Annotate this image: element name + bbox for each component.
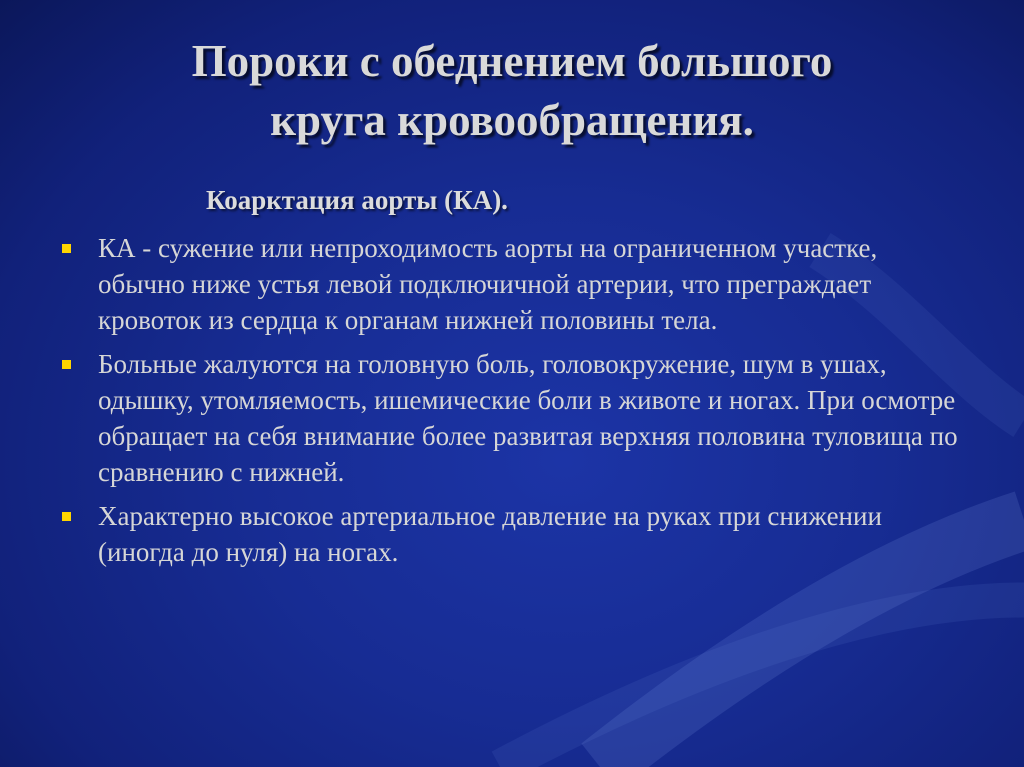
bullet-list <box>60 230 970 578</box>
bullet-item <box>60 346 970 490</box>
slide-subtitle: Коарктация аорты (КА). <box>206 185 508 215</box>
bullet-item <box>60 230 970 338</box>
slide-title: Пороки с обеднением большого круга кровообращения. <box>191 36 833 145</box>
bullet-text: Больные жалуются на головную боль, головокружение, шум в ушах, одышку, утомляемость, ишемические боли в животе и ногах. При осмотре обращает на себя внимание более развитая верхняя половина туловища по сравнению с нижней. <box>98 349 958 487</box>
bullet-square-icon <box>62 360 71 369</box>
bullet-text: КА - сужение или непроходимость аорты на ограниченном участке, обычно ниже устья левой подключичной артерии, что преграждает кровоток из сердца к органам нижней половины тела. <box>98 233 878 335</box>
bullet-item <box>60 498 970 570</box>
bullet-square-icon <box>62 512 71 521</box>
bullet-text: Характерно высокое артериальное давление на руках при снижении (иногда до нуля) на ногах. <box>98 501 882 567</box>
bullet-square-icon <box>62 244 71 253</box>
